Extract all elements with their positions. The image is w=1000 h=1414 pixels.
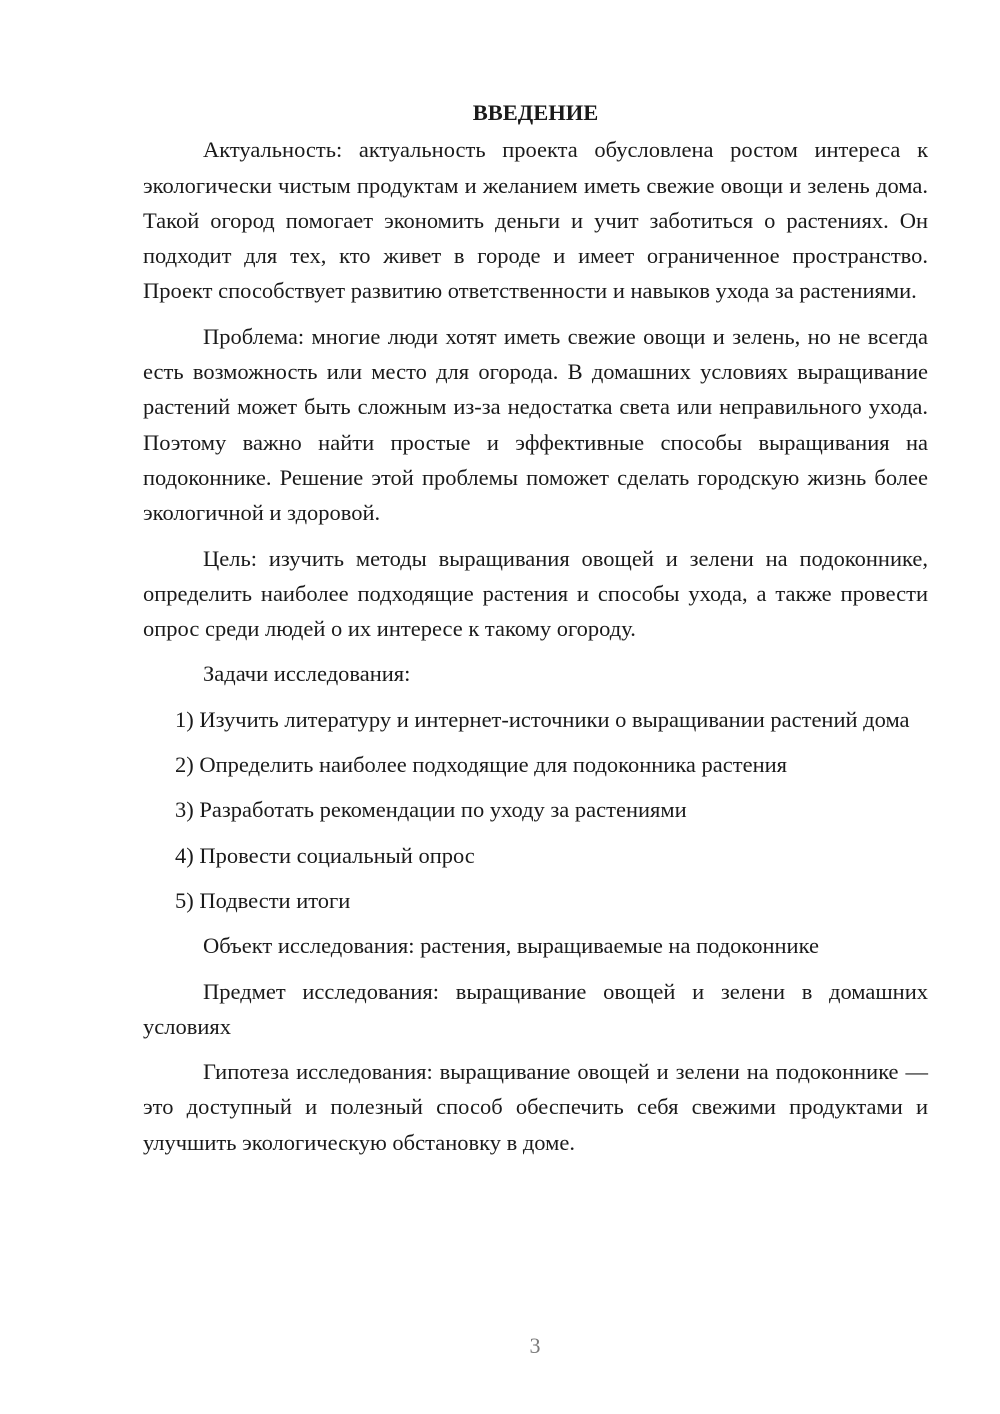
problem-paragraph: Проблема: многие люди хотят иметь свежие овощи и зелень, но не всегда есть возможность или место для огорода. В домашних условиях выращивание растений может быть сложным из-за недостатка света или неправильного ухода. Поэтому важно найти простые и эффективные способы выращивания на подоконнике. Решение этой проблемы поможет сделать городскую жизнь более экологичной и здоровой. [143, 323, 928, 526]
page-content [143, 95, 928, 1160]
relevance-paragraph: Актуальность: актуальность проекта обусловлена ростом интереса к экологически чистым продуктам и желанием иметь свежие овощи и зелень дома. Такой огород помогает экономить деньги и учит заботиться о растениях. Он подходит для тех, кто живет в городе и имеет ограниченное пространство. Проект способствует развитию ответственности и навыков ухода за растениями. [143, 137, 928, 304]
task-item-4: 4) Провести социальный опрос [175, 842, 475, 868]
subject-paragraph: Предмет исследования: выращивание овощей и зелени в домашних условиях [143, 978, 928, 1039]
task-item-3: 3) Разработать рекомендации по уходу за растениями [175, 797, 687, 823]
hypothesis-paragraph: Гипотеза исследования: выращивание овощей и зелени на подоконнике — это доступный и полезный способ обеспечить себя свежими продуктами и улучшить экологическую обстановку в доме. [143, 1059, 928, 1155]
tasks-heading: Задачи исследования: [203, 661, 411, 687]
page-number: 3 [529, 1333, 541, 1358]
task-item-2: 2) Определить наиболее подходящие для подоконника растения [175, 752, 788, 778]
object-paragraph: Объект исследования: растения, выращиваемые на подоконнике [203, 933, 819, 959]
task-item-1: 1) Изучить литературу и интернет-источники о выращивании растений дома [175, 706, 910, 732]
goal-paragraph: Цель: изучить методы выращивания овощей и зелени на подоконнике, определить наиболее подходящие растения и способы ухода, а также провести опрос среди людей о их интересе к такому огороду. [143, 545, 928, 642]
task-item-5: 5) Подвести итоги [175, 887, 351, 913]
page-title: ВВЕДЕНИЕ [472, 100, 599, 125]
